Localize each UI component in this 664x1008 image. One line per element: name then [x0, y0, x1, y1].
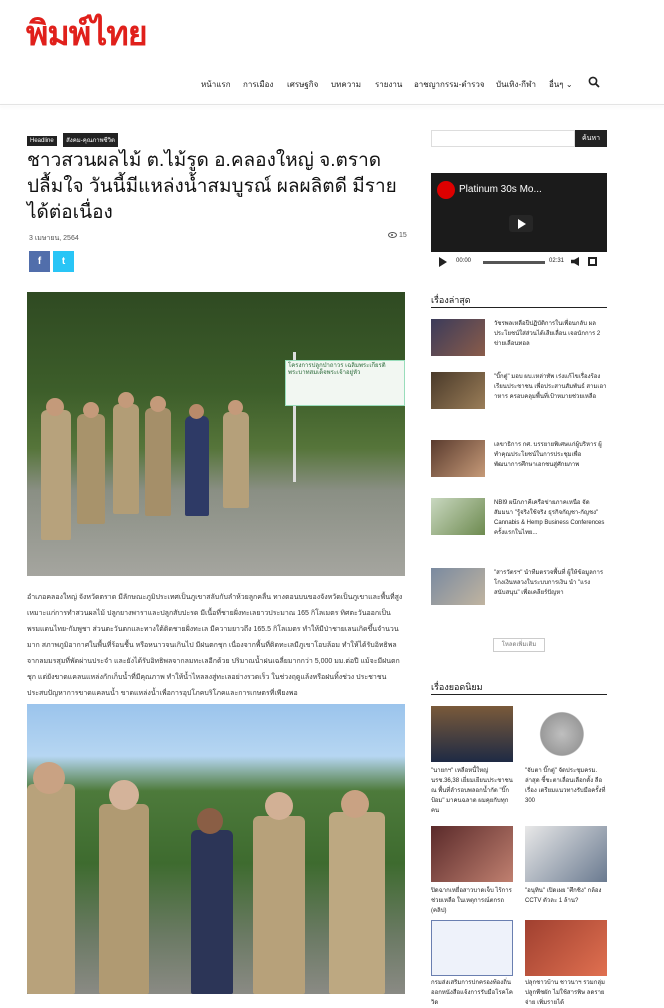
video-title[interactable]: Platinum 30s Mo...	[459, 184, 542, 195]
video-total-time: 02:31	[549, 258, 565, 264]
person-figure	[99, 804, 149, 994]
popular-thumb[interactable]	[431, 920, 513, 976]
section-divider	[431, 307, 607, 308]
popular-item-title[interactable]: "นายกฯ" เหลือหนี้ใหญ่ นรช.36,38 เยี่ยมเยียนประชาชน ณ พื้นที่ลำรอบพลอกน้ำกัด "บิ๊กป้อม" มาคนฉลาด ผมคุยกับทุกคน	[431, 768, 513, 814]
facebook-share-button[interactable]	[29, 251, 50, 272]
person-head	[150, 396, 166, 412]
popular-item-title[interactable]: ปิดฉากเหยื่อสาวบาดเจ็บ ไร้การช่วยเหลือ ในเหตุการณ์ตกรถ (คลิป)	[431, 888, 512, 914]
recent-item-title[interactable]: NBI9 ผนึกภาคีเครือข่ายภาคเหนือ จัดสัมมนา "รู้จริงใช้จริง ธุรกิจกัญชา-กัญชง" Cannabis & Hemp Business Conferences ครั้งแรกในไทย...	[494, 500, 605, 536]
person-figure	[113, 404, 139, 514]
nav-item-articles[interactable]: บทความ	[331, 80, 361, 89]
nav-item-politics[interactable]: การเมือง	[243, 80, 274, 89]
header-divider	[0, 104, 664, 105]
popular-thumb[interactable]	[525, 826, 607, 882]
person-figure	[27, 784, 75, 994]
person-figure	[191, 830, 233, 994]
view-count-value: 15	[399, 232, 407, 239]
search-icon[interactable]	[588, 76, 600, 88]
article-tags	[27, 129, 120, 147]
recent-item-title[interactable]: "สารวัตรฯ" นำทีมตรวจพื้นที่ ผู้ให้ข้อมูลการโกงเงินหลวงในระบบการเงิน นำ "แรงสนับสนุน" เพื่อเคลียร์ปัญหา	[494, 570, 604, 596]
volume-icon[interactable]	[571, 257, 579, 266]
person-figure	[253, 816, 305, 994]
tag-headline[interactable]: Headline	[27, 136, 57, 146]
search-input[interactable]	[431, 130, 575, 147]
video-progress-track[interactable]	[483, 261, 545, 264]
person-head	[109, 780, 139, 810]
person-head	[46, 398, 64, 416]
recent-section-title: เรื่องล่าสุด	[431, 295, 471, 305]
person-head	[83, 402, 99, 418]
nav-item-economy[interactable]: เศรษฐกิจ	[287, 80, 319, 89]
play-icon[interactable]	[439, 257, 447, 267]
nav-item-entertainment[interactable]: บันเทิง-กีฬา	[496, 80, 536, 89]
main-nav	[0, 78, 664, 92]
eye-icon	[388, 232, 397, 238]
popular-item-title[interactable]: "อนุทิน" เปิดเผย "ศึกชิง" กล้อง CCTV ตัวละ 1 ล้าน?	[525, 888, 602, 904]
popular-thumb[interactable]	[525, 706, 607, 762]
channel-logo	[437, 181, 455, 199]
article-body: อำเภอคลองใหญ่ จังหวัดตราด มีลักษณะภูมิประเทศเป็นภูเขาสลับกับลำห้วยลูกคลื่น ทางตอนบนของจังหวัดเป็นภูเขาและพื้นที่สูงเหมาะแก่การทำสวนผลไม้ ปลูกยางพาราและปลูกสับปะรด มีเนื้อที่ชายฝั่งทะเลยาวประมาณ 165 กิโลเมตร ทิศตะวันออกเป็นพรมแดนไทย-กัมพูชา ส่วนตะวันตกและทางใต้ติดชายฝั่งทะเล มีความยาวถึง 165.5 กิโลเมตร ทำให้มีป่าชายเลนเกิดขึ้นจำนวนมาก สภาพภูมิอากาศในพื้นที่ร้อนชื้น หรือหนาวจนเกินไป มีฝนตกชุก เนื่องจากพื้นที่ติดทะเลมีภูเขาโอบล้อม ทำให้ได้รับอิทธิพลจากลมมรสุมที่พัดผ่านประจำ และยังได้รับอิทธิพลจากลมทะเลอีกด้วย ปริมาณน้ำฝนเฉลี่ยมากกว่า 5,000 มม.ต่อปี แม้จะมีฝนตกชุก แต่ยังขาดแคลนแหล่งกักเก็บน้ำที่มีคุณภาพ ทำให้น้ำไหลลงสู่ทะเลอย่างรวดเร็ว ในช่วงฤดูแล้งหรือฝนทิ้งช่วง ประชาชนประสบปัญหาการขาดแคลนน้ำ ขาดแหล่งน้ำเพื่อการอุปโภคบริโภคและการเกษตรที่เพียงพอ	[27, 594, 403, 697]
recent-item-title[interactable]: วัชรพลเหลือปีปฏิบัติการในเพื่อนกลับ ผลประโยชน์ใส่ส่วนได้เสียเลื่อน เจอนักการ 2 ข่ายเลือนทอล	[494, 321, 601, 347]
person-figure	[41, 410, 71, 540]
recent-thumb[interactable]	[431, 568, 485, 605]
load-more-button[interactable]: โหลดเพิ่มเติม	[493, 638, 545, 652]
popular-section-title: เรื่องยอดนิยม	[431, 682, 483, 692]
nav-item-home[interactable]: หน้าแรก	[201, 80, 231, 89]
recent-thumb[interactable]	[431, 440, 485, 477]
person-head	[118, 392, 134, 408]
person-head	[189, 404, 204, 419]
nav-item-more[interactable]	[549, 78, 573, 91]
article-photo-1	[27, 292, 405, 576]
person-figure	[145, 408, 171, 516]
recent-thumb[interactable]	[431, 319, 485, 356]
nav-item-crime[interactable]: อาชญากรรม-ตำรวจ	[414, 80, 485, 89]
person-head	[265, 792, 293, 820]
popular-item-title[interactable]: ปลุกชาวบ้าน ชาวนาฯ รวมกลุ่มปลูกพืชผัก ไม่ใช้สารพิษ ลดรายจ่าย เพิ่มรายได้	[525, 980, 606, 1006]
chevron-down-icon: ⌄	[565, 80, 573, 89]
video-controls	[431, 252, 607, 272]
person-head	[341, 790, 369, 818]
person-head	[228, 400, 243, 415]
fullscreen-icon[interactable]	[588, 257, 597, 266]
nav-item-more-label: อื่นๆ	[549, 80, 564, 89]
project-sign	[285, 360, 405, 406]
project-sign-text: โครงการปลูกป่าถาวร เฉลิมพระเกียรติ พระบาทสมเด็จพระเจ้าอยู่หัว	[288, 363, 386, 376]
recent-thumb[interactable]	[431, 372, 485, 409]
person-figure	[77, 414, 105, 524]
site-logo[interactable]: พิมพ์ไทย	[26, 14, 147, 54]
person-figure	[185, 416, 209, 516]
twitter-icon: t	[61, 256, 66, 267]
article-photo-2	[27, 704, 405, 994]
video-player[interactable]	[431, 173, 607, 272]
article-title: ชาวสวนผลไม้ ต.ไม้รูด อ.คลองใหญ่ จ.ตราด ปลื้มใจ วันนี้มีแหล่งน้ำสมบูรณ์ ผลผลิตดี มีรายได้ต่อเนื่อง	[27, 150, 397, 223]
person-figure	[223, 412, 249, 508]
person-figure	[329, 812, 385, 994]
recent-item-title[interactable]: เลขาธิการ กศ. บรรยายพิเศษแก่ผู้บริหาร ผู้ทำคุณประโยชน์ในการประชุมเพื่อพัฒนาการศึกษาเอกชนสู่ศักยภาพ	[494, 442, 602, 468]
article-date: 3 เมษายน, 2564	[29, 235, 79, 242]
popular-item-title[interactable]: "จับตา บิ๊กตู่" จัดประชุมครม. ล่าสุด ชี้ชะตาเลื่อนเลือกตั้ง ลือเรื่อง เตรียมแนวทางรับมือครั้งที่ 300	[525, 768, 606, 804]
video-current-time: 00:00	[456, 258, 472, 264]
popular-item-title[interactable]: กรมส่งเสริมการปกครองท้องถิ่น ออกหนังสือแจ้งการรับมือโรคโควิด	[431, 980, 513, 1006]
tag-society[interactable]: สังคม-คุณภาพชีวิต	[63, 133, 118, 147]
person-head	[33, 762, 65, 794]
nav-item-reports[interactable]: รายงาน	[375, 80, 403, 89]
facebook-icon: f	[37, 256, 42, 267]
popular-thumb[interactable]	[525, 920, 607, 976]
search-button[interactable]: ค้นหา	[575, 130, 607, 147]
view-count	[388, 232, 407, 239]
popular-thumb[interactable]	[431, 826, 513, 882]
recent-thumb[interactable]	[431, 498, 485, 535]
section-divider	[431, 694, 607, 695]
recent-item-title[interactable]: "บิ๊กตู่" มอบ ผบ.เหล่าทัพ เร่งแก้ไขเรื่องร้องเรียนประชาชน เพื่อประสานสัมพันธ์ สามเอาาหาร ครอบคลุมพื้นที่เป้าหมายช่วยเหลือ	[494, 374, 607, 400]
person-head	[197, 808, 223, 834]
video-play-button[interactable]	[509, 215, 533, 232]
popular-thumb[interactable]	[431, 706, 513, 762]
twitter-share-button[interactable]	[53, 251, 74, 272]
